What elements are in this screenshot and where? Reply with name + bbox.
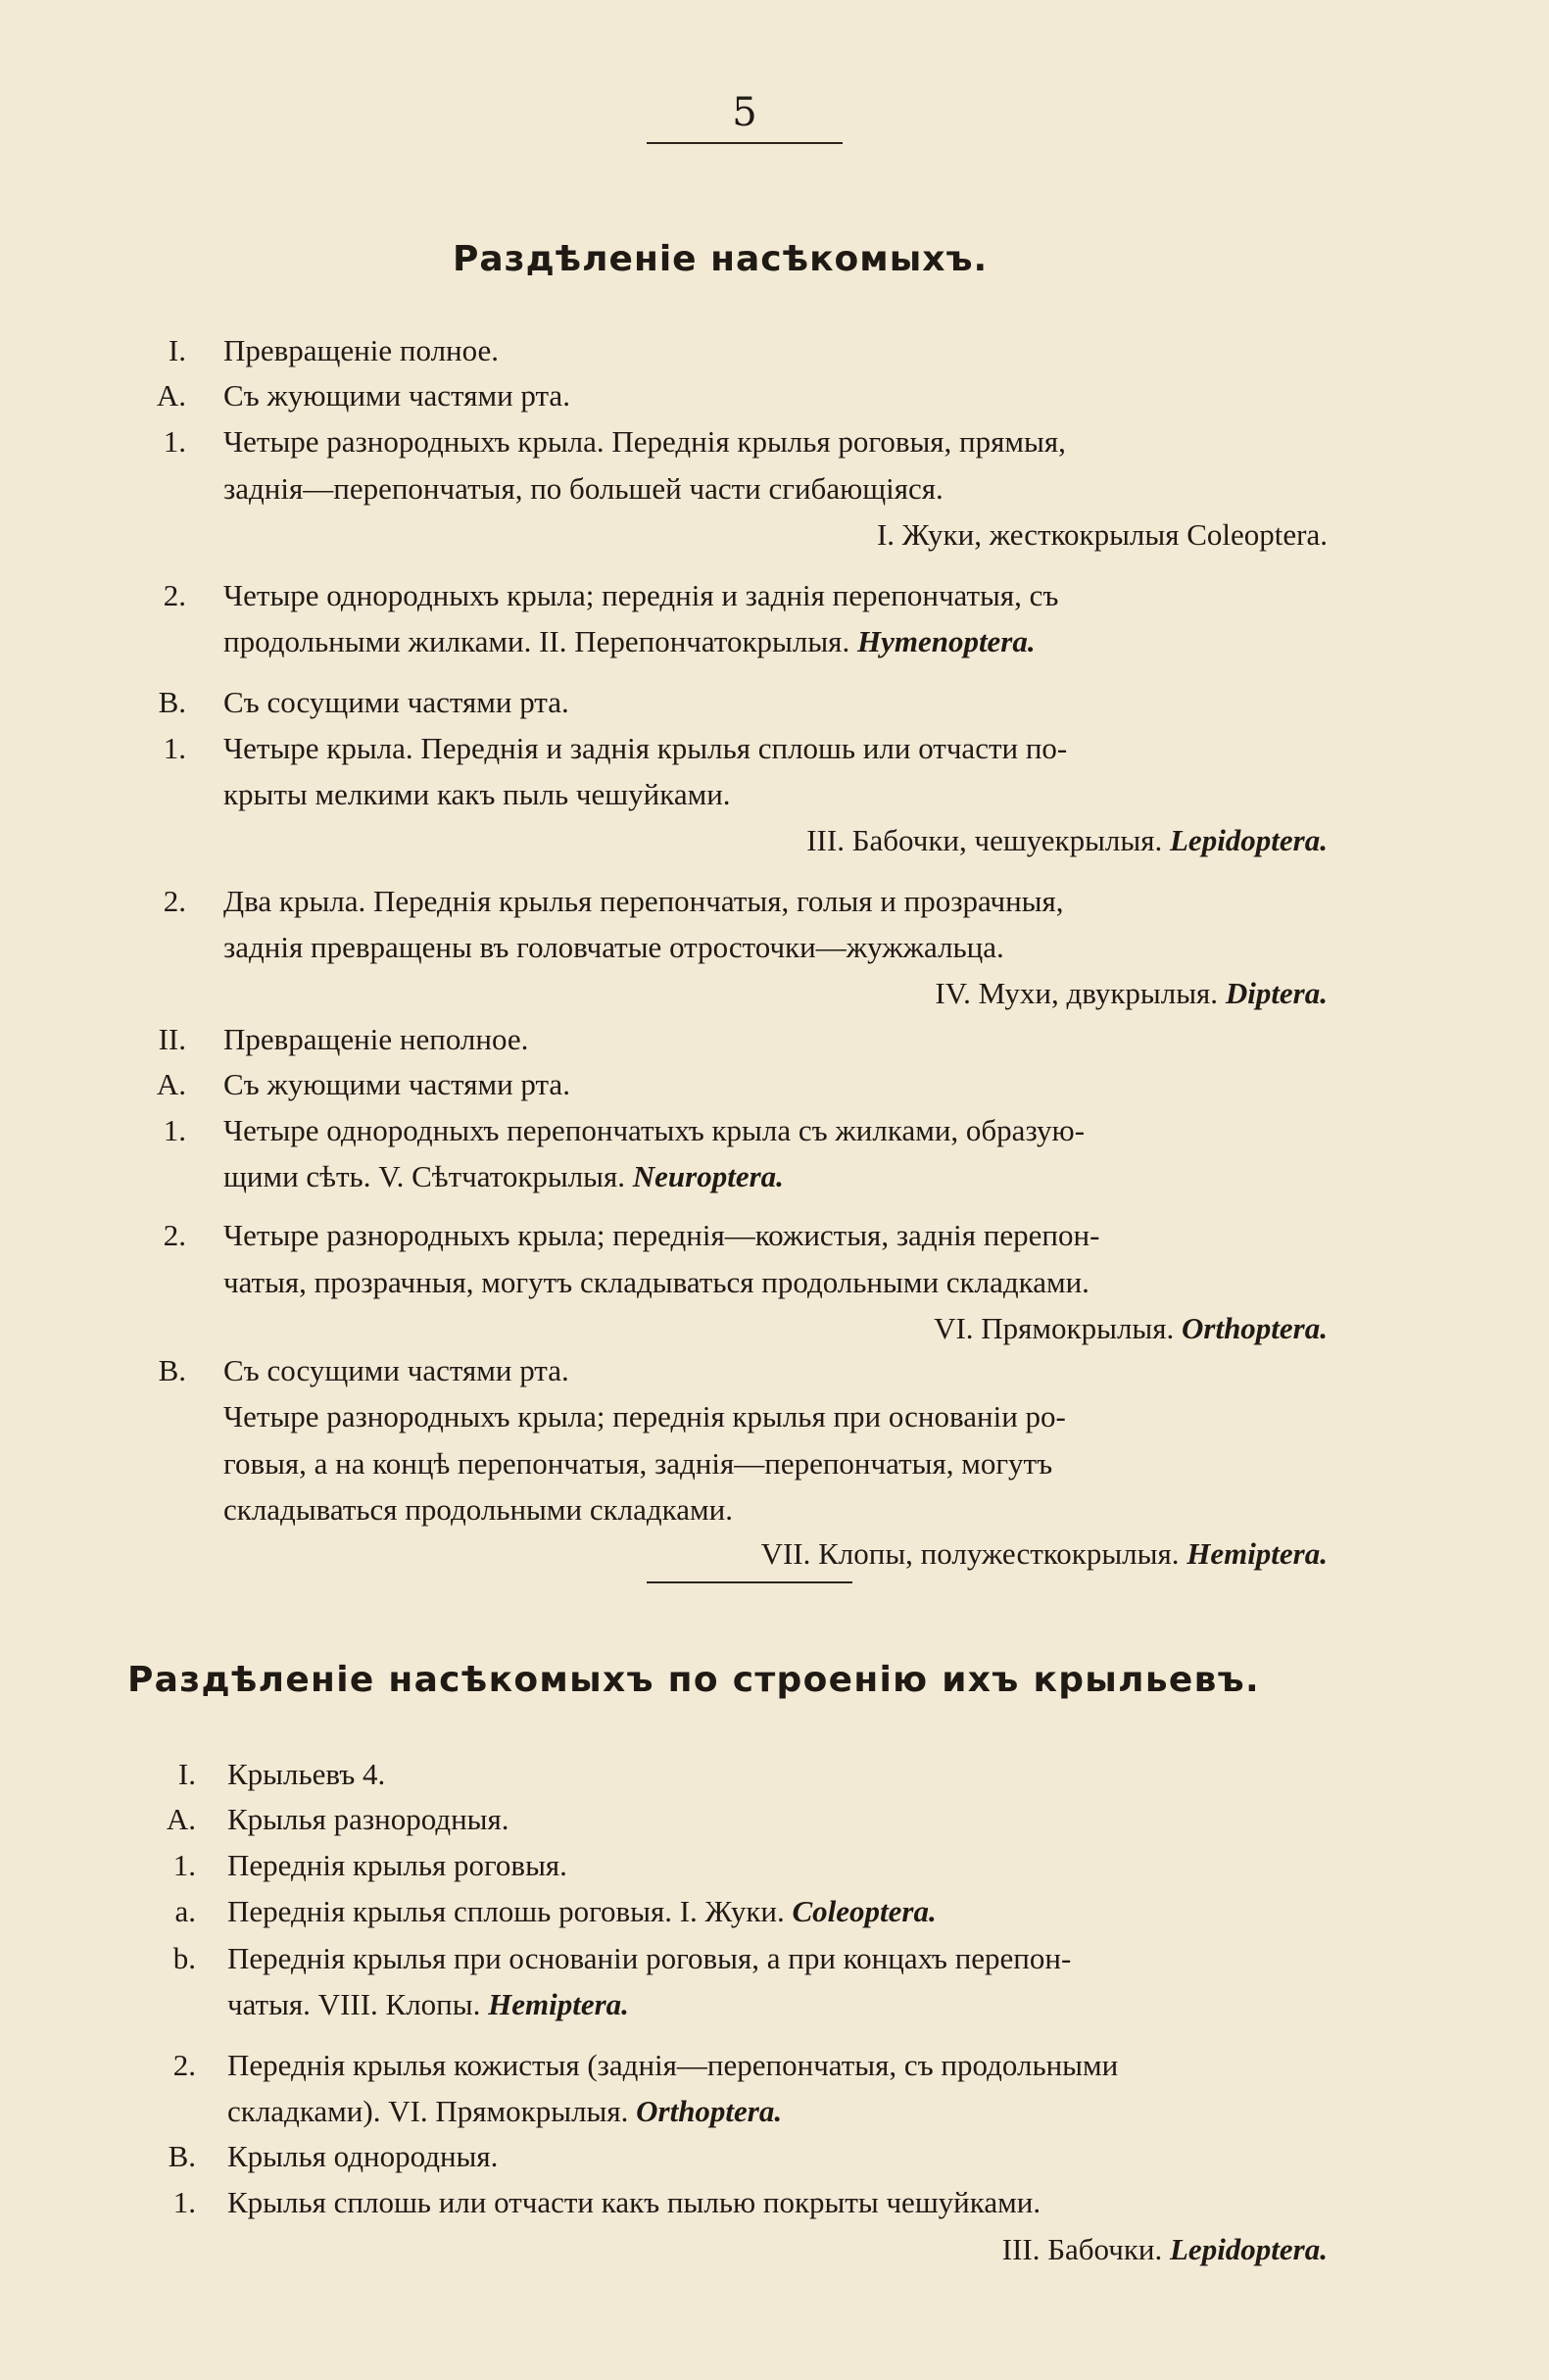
- line-marker: B.: [168, 2139, 196, 2173]
- text-line: [877, 519, 1328, 550]
- text-line: [1002, 2234, 1328, 2264]
- latin-name: Orthoptera.: [636, 2094, 783, 2128]
- text-line: [223, 687, 569, 717]
- line-text: говыя, а на концѣ перепончатыя, заднія—перепончатыя, могутъ: [223, 1446, 1053, 1481]
- line-text: продольными жилками. II. Перепончатокрылыя.: [223, 624, 850, 658]
- line-text: I. Жуки, жесткокрылыя Coleoptera.: [876, 517, 1328, 552]
- line-marker: B.: [158, 685, 186, 719]
- text-line: [223, 1024, 528, 1054]
- line-marker: I.: [177, 1757, 196, 1791]
- section2-title: Раздѣленіе насѣкомыхъ по строенію ихъ крыльевъ.: [127, 1660, 1261, 1700]
- line-text: Четыре разнородныхъ крыла; переднія—кожистыя, заднія перепон-: [223, 1218, 1100, 1252]
- latin-name: Neuroptera.: [632, 1159, 784, 1193]
- text-line: [223, 580, 1058, 610]
- line-text: складками). VI. Прямокрылыя.: [227, 2094, 629, 2128]
- latin-name: Coleoptera.: [792, 1894, 937, 1928]
- line-text: Четыре разнородныхъ крыла; переднія крылья при основаніи ро-: [223, 1399, 1066, 1433]
- line-marker: II.: [158, 1022, 186, 1056]
- latin-name: Hemiptera.: [1186, 1536, 1328, 1571]
- line-marker: 2.: [163, 884, 186, 918]
- line-text: III. Бабочки, чешуекрылыя.: [806, 823, 1163, 857]
- text-line: [223, 779, 731, 809]
- line-marker: 1.: [172, 2185, 196, 2219]
- latin-name: Hemiptera.: [488, 1987, 629, 2021]
- line-marker: I.: [168, 333, 186, 367]
- line-marker: A.: [156, 378, 186, 413]
- line-text: Крылья разнородныя.: [227, 1802, 509, 1836]
- text-line: [223, 886, 1064, 916]
- section-divider: [647, 1581, 852, 1583]
- text-line: [227, 1804, 509, 1834]
- text-line: [227, 2050, 1118, 2080]
- line-text: Превращеніе полное.: [223, 333, 500, 367]
- line-marker: A.: [166, 1802, 196, 1836]
- text-line: [227, 1989, 629, 2019]
- line-text: Съ сосущими частями рта.: [223, 1353, 569, 1387]
- line-text: Переднія крылья сплошь роговыя. I. Жуки.: [227, 1894, 785, 1928]
- text-line: [806, 825, 1328, 855]
- line-text: Четыре крыла. Переднія и заднія крылья сплошь или отчасти по-: [223, 731, 1068, 765]
- text-line: [223, 932, 1004, 962]
- text-line: [227, 1850, 567, 1880]
- line-text: Переднія крылья при основаніи роговыя, а при концахъ перепон-: [227, 1941, 1072, 1975]
- text-line: [227, 1943, 1071, 1973]
- text-line: [223, 1448, 1052, 1479]
- line-marker: 1.: [163, 424, 186, 459]
- text-line: [223, 380, 570, 411]
- text-line: [934, 1313, 1328, 1343]
- latin-name: Lepidoptera.: [1170, 2232, 1328, 2266]
- text-line: [223, 1494, 733, 1525]
- text-line: [223, 1355, 569, 1385]
- line-text: Четыре однородныхъ перепончатыхъ крыла съ жилками, образую-: [223, 1113, 1086, 1147]
- text-line: [227, 1759, 385, 1789]
- line-marker: 2.: [163, 1218, 186, 1252]
- line-marker: B.: [158, 1353, 186, 1387]
- line-text: Превращеніе неполное.: [223, 1022, 529, 1056]
- text-line: [227, 2187, 1041, 2217]
- line-marker: 1.: [163, 731, 186, 765]
- text-line: [761, 1538, 1328, 1569]
- line-text: III. Бабочки.: [1001, 2232, 1163, 2266]
- text-line: [223, 335, 499, 365]
- line-text: IV. Мухи, двукрылыя.: [935, 976, 1219, 1010]
- line-text: заднія—перепончатыя, по большей части сгибающіяся.: [223, 471, 944, 506]
- text-line: [223, 426, 1066, 457]
- text-line: [223, 1161, 784, 1191]
- line-marker: A.: [156, 1067, 186, 1101]
- section1-title: Раздѣленіе насѣкомыхъ.: [453, 239, 989, 279]
- latin-name: Hymenoptera.: [856, 624, 1036, 658]
- latin-name: Lepidoptera.: [1170, 823, 1328, 857]
- text-line: [223, 1069, 570, 1099]
- line-text: Съ жующими частями рта.: [223, 378, 570, 413]
- line-text: Переднія крылья роговыя.: [227, 1848, 567, 1882]
- text-line: [227, 1896, 937, 1926]
- text-line: [223, 473, 944, 504]
- line-marker: 2.: [172, 2048, 196, 2082]
- text-line: [223, 1220, 1099, 1250]
- line-text: Два крыла. Переднія крылья перепончатыя, голыя и прозрачныя,: [223, 884, 1064, 918]
- line-text: Крылья сплошь или отчасти какъ пылью покрыты чешуйками.: [227, 2185, 1041, 2219]
- line-text: щими сѣть. V. Сѣтчатокрылыя.: [223, 1159, 626, 1193]
- line-marker: 1.: [163, 1113, 186, 1147]
- page-number: 5: [732, 90, 757, 135]
- latin-name: Orthoptera.: [1182, 1311, 1328, 1345]
- text-line: [223, 1115, 1085, 1145]
- line-text: крыты мелкими какъ пыль чешуйками.: [223, 777, 731, 811]
- line-text: Четыре однородныхъ крыла; переднія и заднія перепончатыя, съ: [223, 578, 1059, 612]
- line-text: VI. Прямокрылыя.: [934, 1311, 1175, 1345]
- line-marker: a.: [174, 1894, 196, 1928]
- text-line: [223, 626, 1036, 656]
- line-text: чатыя. VIII. Клопы.: [227, 1987, 481, 2021]
- line-marker: b.: [172, 1941, 196, 1975]
- text-line: [223, 1267, 1089, 1297]
- latin-name: Diptera.: [1225, 976, 1328, 1010]
- line-text: складываться продольными складками.: [223, 1492, 733, 1527]
- line-text: заднія превращены въ головчатые отросточки—жужжальца.: [223, 930, 1004, 964]
- line-marker: 2.: [163, 578, 186, 612]
- text-line: [935, 978, 1328, 1008]
- text-line: [223, 733, 1067, 763]
- line-text: Съ сосущими частями рта.: [223, 685, 569, 719]
- line-text: Переднія крылья кожистыя (заднія—перепончатыя, съ продольными: [227, 2048, 1119, 2082]
- line-text: Четыре разнородныхъ крыла. Переднія крылья роговыя, прямыя,: [223, 424, 1066, 459]
- line-text: Крылья однородныя.: [227, 2139, 499, 2173]
- text-line: [227, 2096, 782, 2126]
- line-text: Крыльевъ 4.: [227, 1757, 386, 1791]
- line-marker: 1.: [172, 1848, 196, 1882]
- text-line: [223, 1401, 1066, 1432]
- line-text: Съ жующими частями рта.: [223, 1067, 570, 1101]
- line-text: VII. Клопы, полужесткокрылыя.: [760, 1536, 1180, 1571]
- text-line: [227, 2141, 498, 2171]
- page-number-rule: [647, 142, 843, 144]
- line-text: чатыя, прозрачныя, могутъ складываться продольными складками.: [223, 1265, 1089, 1299]
